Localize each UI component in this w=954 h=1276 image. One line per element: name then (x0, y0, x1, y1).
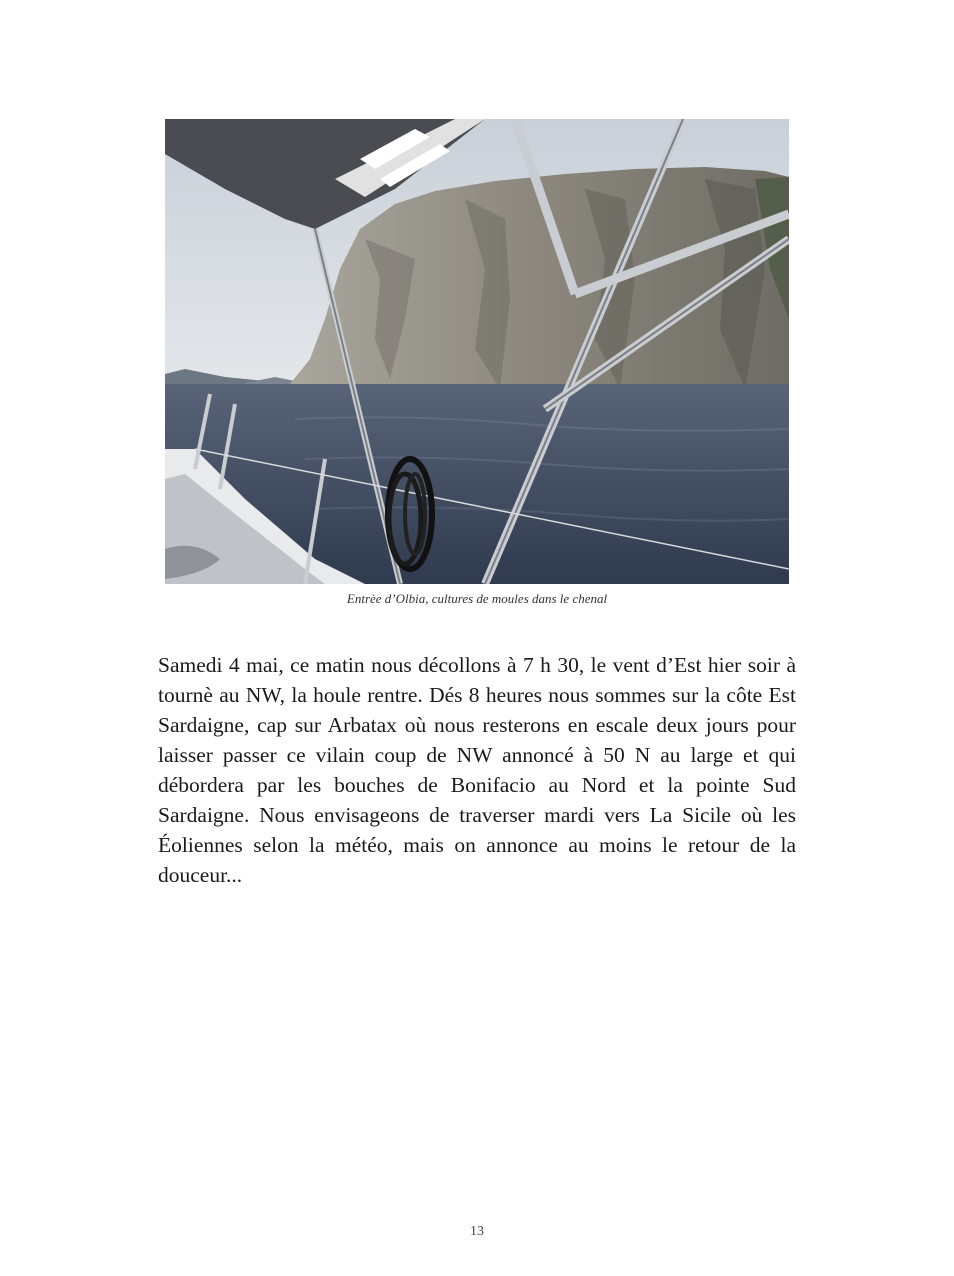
photo-cliffs-from-sailboat (165, 119, 789, 584)
figure-caption: Entrèe d’Olbia, cultures de moules dans le chenal (346, 591, 608, 606)
page-number: 13 (470, 1224, 484, 1239)
body-paragraph: Samedi 4 mai, ce matin nous décollons à 7 h 30, le vent d’Est hier soir à tournè au NW, la houle rentre. Dés 8 heures nous sommes sur la côte Est Sardaigne, cap sur Arbatax où nous resterons en escale deux jours pour laisser passer ce vilain coup de NW annoncé à 50 N au large et qui débordera par les bouches de Bonifacio au Nord et la pointe Sud Sardaigne. Nous envisageons de traverser mardi vers La Sicile où les Éoliennes selon la météo, mais on annonce au moins le retour de la douceur... (158, 653, 796, 887)
